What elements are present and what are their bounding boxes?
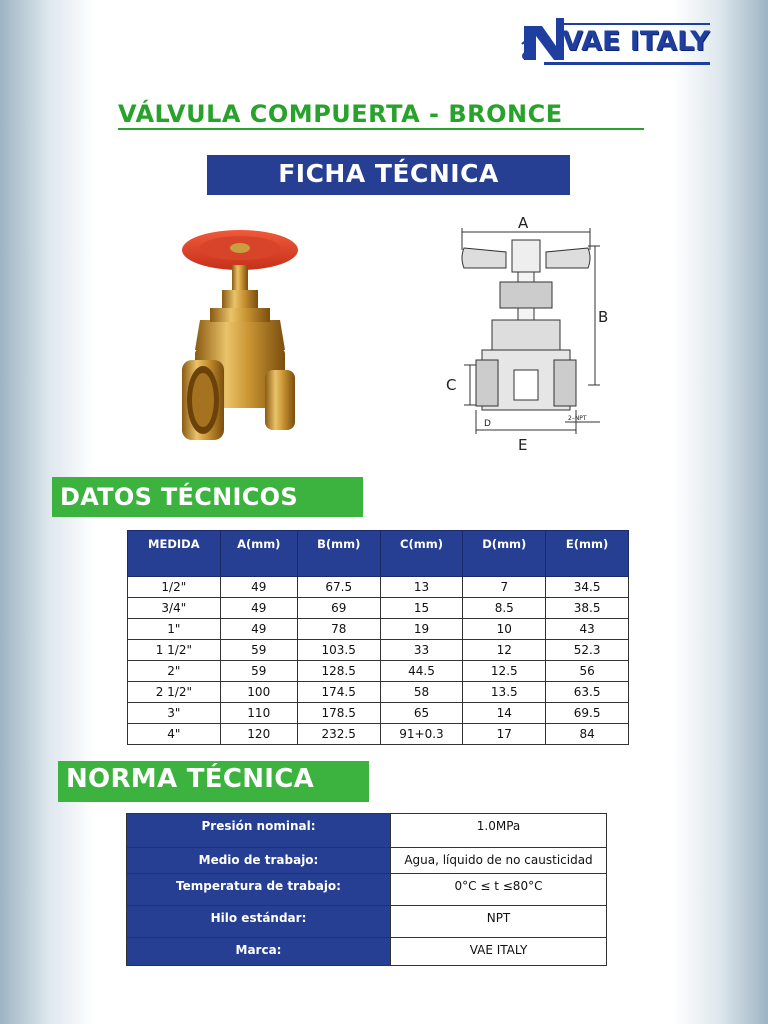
table-row (127, 814, 607, 848)
table-cell: 43 (546, 619, 629, 640)
table-cell: 120 (220, 724, 297, 745)
table-cell: 67.5 (297, 577, 380, 598)
table-cell: 84 (546, 724, 629, 745)
table-cell: 1 1/2" (128, 640, 221, 661)
diagram-label-d: D (484, 419, 491, 429)
table-cell: 91+0.3 (380, 724, 463, 745)
diagram-label-a: A (518, 214, 529, 232)
table-cell: 38.5 (546, 598, 629, 619)
table-cell: 12.5 (463, 661, 546, 682)
column-header: MEDIDA (128, 531, 221, 577)
table-cell: 59 (220, 640, 297, 661)
table-cell: 13.5 (463, 682, 546, 703)
table-cell: 33 (380, 640, 463, 661)
column-header: E(mm) (546, 531, 629, 577)
table-cell: 1" (128, 619, 221, 640)
table-cell: 100 (220, 682, 297, 703)
table-cell: 15 (380, 598, 463, 619)
table-cell: 128.5 (297, 661, 380, 682)
table-cell: 4" (128, 724, 221, 745)
table-cell: 1/2" (128, 577, 221, 598)
table-row (128, 724, 629, 745)
table-cell: 110 (220, 703, 297, 724)
table-cell: 232.5 (297, 724, 380, 745)
norma-value: NPT (391, 906, 607, 938)
table-row (128, 619, 629, 640)
norma-label: Medio de trabajo: (127, 848, 391, 874)
diagram-label-e: E (518, 436, 528, 454)
table-cell: 69.5 (546, 703, 629, 724)
table-cell: 56 (546, 661, 629, 682)
table-cell: 63.5 (546, 682, 629, 703)
norma-value: Agua, líquido de no causticidad (391, 848, 607, 874)
logo-text: VAE ITALY (562, 26, 710, 57)
norma-label: Temperatura de trabajo: (127, 874, 391, 906)
datos-tecnicos-header: DATOS TÉCNICOS (52, 477, 363, 517)
table-cell: 178.5 (297, 703, 380, 724)
table-cell: 34.5 (546, 577, 629, 598)
table-cell: 14 (463, 703, 546, 724)
norma-value: VAE ITALY (391, 938, 607, 966)
table-cell: 58 (380, 682, 463, 703)
table-cell: 49 (220, 577, 297, 598)
diagram-label-b: B (598, 308, 609, 326)
table-header-row (128, 531, 629, 577)
norma-value: 0°C ≤ t ≤80°C (391, 874, 607, 906)
table-row (128, 577, 629, 598)
table-cell: 19 (380, 619, 463, 640)
norma-value: 1.0MPa (391, 814, 607, 848)
column-header: B(mm) (297, 531, 380, 577)
table-cell: 2 1/2" (128, 682, 221, 703)
ficha-tecnica-banner: FICHA TÉCNICA (207, 155, 570, 195)
page-title: VÁLVULA COMPUERTA - BRONCE (118, 100, 563, 128)
table-row (127, 874, 607, 906)
brand-logo (520, 14, 710, 70)
norma-table (126, 813, 607, 966)
table-cell: 44.5 (380, 661, 463, 682)
column-header: D(mm) (463, 531, 546, 577)
table-cell: 8.5 (463, 598, 546, 619)
norma-label: Marca: (127, 938, 391, 966)
column-header: A(mm) (220, 531, 297, 577)
table-cell: 7 (463, 577, 546, 598)
table-row (128, 640, 629, 661)
table-cell: 17 (463, 724, 546, 745)
norma-tecnica-header: NORMA TÉCNICA (58, 761, 369, 802)
table-row (127, 848, 607, 874)
diagram-label-npt: 2–NPT (568, 415, 587, 422)
table-row (127, 906, 607, 938)
table-cell: 2" (128, 661, 221, 682)
table-row (128, 661, 629, 682)
table-cell: 13 (380, 577, 463, 598)
table-cell: 65 (380, 703, 463, 724)
column-header: C(mm) (380, 531, 463, 577)
valve-photo-icon (170, 220, 310, 450)
table-cell: 10 (463, 619, 546, 640)
dimensions-table (127, 530, 629, 745)
table-cell: 12 (463, 640, 546, 661)
diagram-label-c: C (446, 376, 457, 394)
table-cell: 49 (220, 619, 297, 640)
norma-label: Hilo estándar: (127, 906, 391, 938)
table-row (127, 938, 607, 966)
table-cell: 69 (297, 598, 380, 619)
table-cell: 103.5 (297, 640, 380, 661)
valve-dimension-diagram (440, 210, 630, 460)
table-row (128, 703, 629, 724)
table-row (128, 682, 629, 703)
title-underline (118, 128, 644, 130)
table-cell: 49 (220, 598, 297, 619)
dimensions-table-body (128, 577, 629, 745)
table-cell: 78 (297, 619, 380, 640)
table-cell: 52.3 (546, 640, 629, 661)
table-cell: 3/4" (128, 598, 221, 619)
table-cell: 3" (128, 703, 221, 724)
table-cell: 174.5 (297, 682, 380, 703)
table-row (128, 598, 629, 619)
table-cell: 59 (220, 661, 297, 682)
norma-label: Presión nominal: (127, 814, 391, 848)
